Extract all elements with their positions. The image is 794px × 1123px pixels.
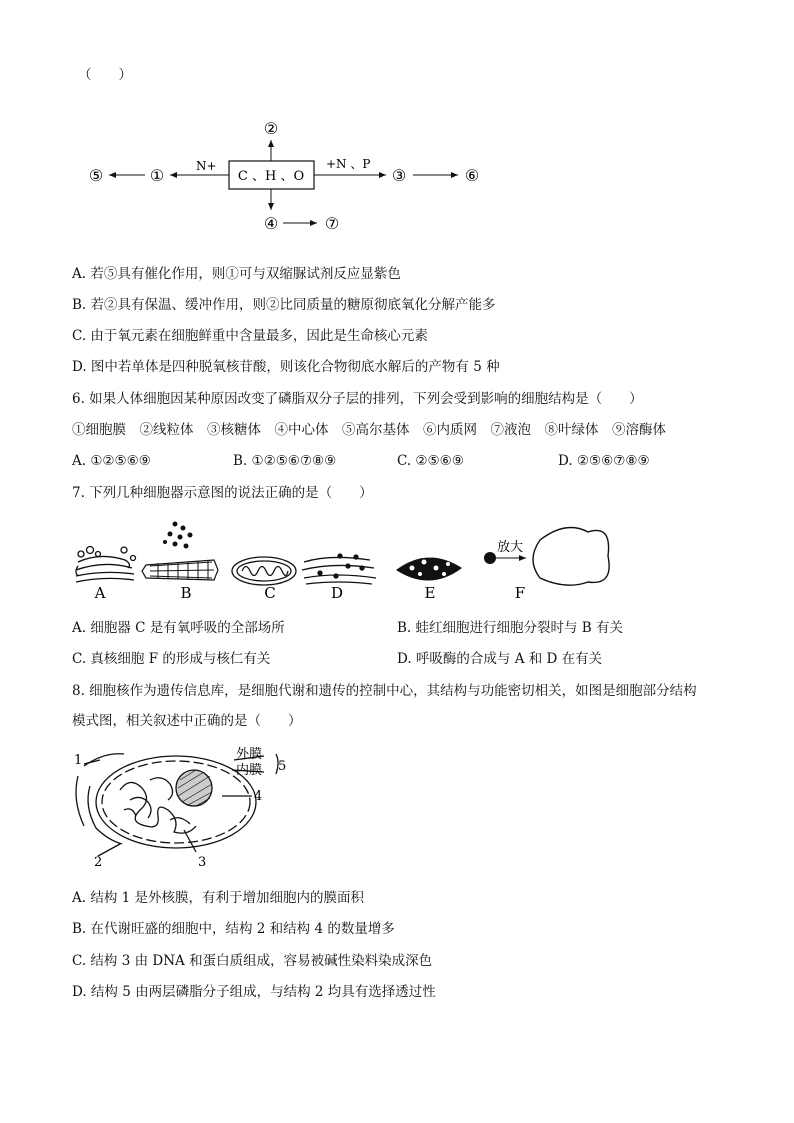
endoplasmic-reticulum-illustration [302,554,376,584]
question-7-stem: 7. 下列几种细胞器示意图的说法正确的是（ ） [72,485,373,501]
label-a: A [94,584,106,602]
q5-option-b[interactable]: B. 若②具有保温、缓冲作用，则②比同质量的糖原彻底氧化分解产能多 [72,297,496,313]
q8-option-c[interactable]: C. 结构 3 由 DNA 和蛋白质组成，容易被碱性染料染成深色 [72,953,433,969]
question-8-stem-line2: 模式图，相关叙述中正确的是（ ） [72,713,302,729]
label-d: D [330,584,344,602]
label-2: 2 [94,855,103,870]
chloroplast-illustration [396,554,462,580]
q6-option-c[interactable]: C. ②⑤⑥⑨ [397,453,464,469]
q6-option-b[interactable]: B. ①②⑤⑥⑦⑧⑨ [233,453,337,469]
nucleus-diagram [0,740,794,870]
label-b: B [180,584,192,602]
q7-option-d[interactable]: D. 呼吸酶的合成与 A 和 D 在有关 [397,651,603,667]
label-1: 1 [74,753,83,768]
node-3: ③ [391,166,407,185]
node-4: ④ [263,214,279,233]
label-c: C [264,584,276,602]
label-inner-membrane: 内膜 [236,763,263,778]
node-5: ⑤ [88,166,104,185]
center-box-label: C 、H 、O [237,169,305,184]
question-5-tail: （ ） [78,67,132,83]
question-6-items: ①细胞膜 ②线粒体 ③核糖体 ④中心体 ⑤高尔基体 ⑥内质网 ⑦液泡 ⑧叶绿体 ⑨溶酶体 [72,422,666,438]
node-1: ① [149,166,165,185]
label-outer-membrane: 外膜 [236,747,263,762]
question-8-stem-line1: 8. 细胞核作为遗传信息库，是细胞代谢和遗传的控制中心，其结构与功能密切相关，如图是细胞部分结构 [72,683,697,699]
node-7: ⑦ [324,214,340,233]
q8-option-b[interactable]: B. 在代谢旺盛的细胞中，结构 2 和结构 4 的数量增多 [72,921,395,937]
q5-option-a[interactable]: A. 若⑤具有催化作用，则①可与双缩脲试剂反应显紫色 [72,266,401,282]
centriole-illustration [142,522,218,581]
q8-option-a[interactable]: A. 结构 1 是外核膜，有利于增加细胞内的膜面积 [72,890,365,906]
node-6: ⑥ [464,166,480,185]
organelle-diagram [0,510,794,610]
right-arrow-label: +N 、P [326,157,371,171]
q6-option-d[interactable]: D. ②⑤⑥⑦⑧⑨ [558,453,650,469]
vacuole-illustration [484,528,609,586]
q6-option-a[interactable]: A. ①②⑤⑥⑨ [72,453,151,469]
label-f: F [514,584,526,602]
q7-option-c[interactable]: C. 真核细胞 F 的形成与核仁有关 [72,651,271,667]
q8-option-d[interactable]: D. 结构 5 由两层磷脂分子组成，与结构 2 均具有选择透过性 [72,984,436,1000]
q7-option-a[interactable]: A. 细胞器 C 是有氧呼吸的全部场所 [72,620,285,636]
question-6-stem: 6. 如果人体细胞因某种原因改变了磷脂双分子层的排列，下列会受到影响的细胞结构是（ ） [72,391,643,407]
label-3: 3 [198,855,207,870]
label-4: 4 [254,789,263,804]
golgi-illustration [76,547,136,583]
label-5: 5 [278,759,287,774]
q7-option-b[interactable]: B. 蛙红细胞进行细胞分裂时与 B 有关 [397,620,624,636]
node-2: ② [263,119,279,138]
element-transform-diagram [0,0,794,240]
q5-option-d[interactable]: D. 图中若单体是四种脱氧核苷酸，则该化合物彻底水解后的产物有 5 种 [72,359,500,375]
mitochondrion-illustration [232,557,296,585]
label-e: E [424,584,436,602]
q5-option-c[interactable]: C. 由于氧元素在细胞鲜重中含量最多，因此是生命核心元素 [72,328,428,344]
enlarge-label: 放大 [497,540,524,555]
left-arrow-label: N+ [196,159,217,173]
